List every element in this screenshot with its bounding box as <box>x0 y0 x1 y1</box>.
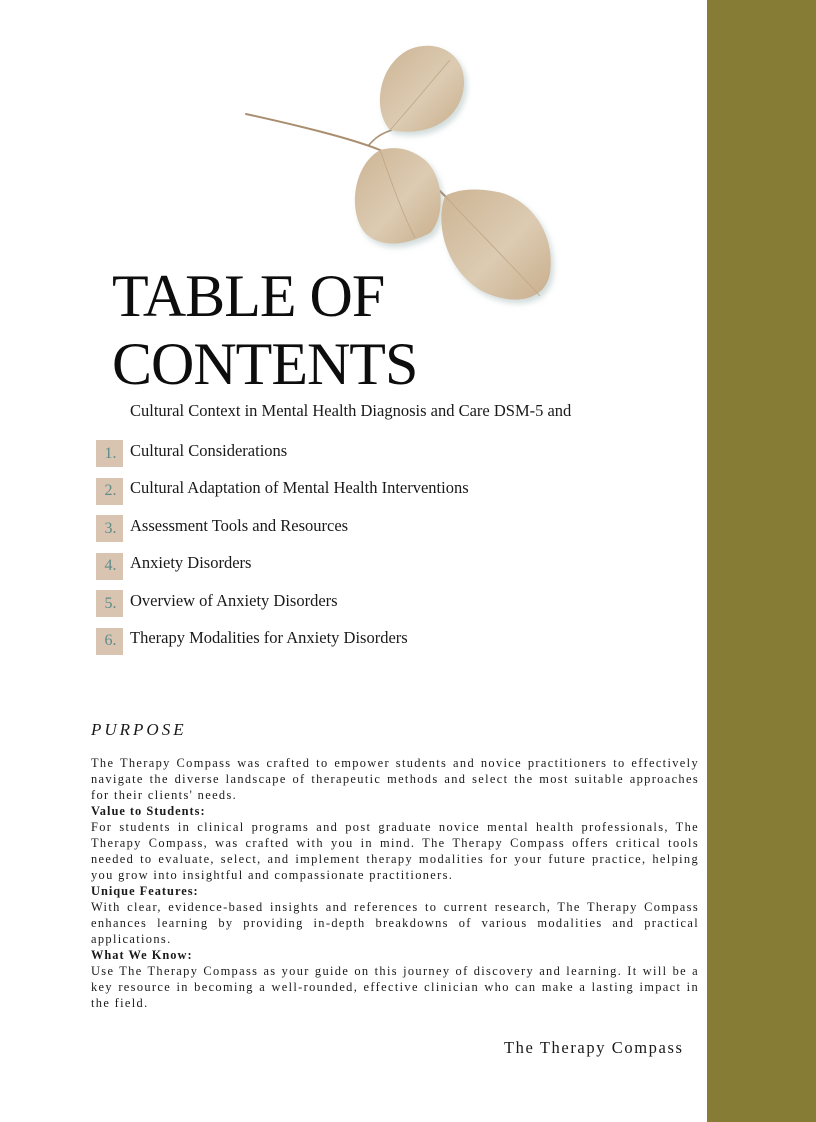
section-title-what-we-know: What We Know: <box>91 948 193 962</box>
page-title-line-1: TABLE OF <box>112 263 385 329</box>
purpose-intro: The Therapy Compass was crafted to empower students and novice practitioners to effectively navigate the diverse landscape of therapeutic methods and select the most suitable approaches for their clients' needs. <box>91 756 699 802</box>
purpose-body <box>91 755 699 1011</box>
toc-item[interactable] <box>96 628 469 655</box>
purpose-heading: PURPOSE <box>91 720 187 739</box>
toc-number-badge: 6. <box>96 628 123 655</box>
toc-item-label[interactable]: Overview of Anxiety Disorders <box>130 590 338 610</box>
leaf-bottom <box>441 190 550 300</box>
toc-item[interactable] <box>96 590 469 617</box>
section-body-value-to-students: For students in clinical programs and post graduate novice mental health professionals, The Therapy Compass, was crafted with you in mind. The Therapy Compass offers critical tools needed to evaluate, select, and implement therapy modalities for your future practice, helping you grow into insightful and compassionate practitioners. <box>91 820 699 882</box>
toc-item-label[interactable]: Therapy Modalities for Anxiety Disorders <box>130 628 408 647</box>
toc-number-badge: 3. <box>96 515 123 542</box>
toc-number-badge: 1. <box>96 440 123 467</box>
section-title-unique-features: Unique Features: <box>91 884 199 898</box>
section-body-unique-features: With clear, evidence-based insights and references to current research, The Therapy Compass enhances learning by providing in-depth breakdowns of various modalities and practical applications. <box>91 900 699 946</box>
stem-branch <box>368 130 392 146</box>
toc-item[interactable] <box>96 440 469 467</box>
toc-number-badge: 5. <box>96 590 123 617</box>
decorative-sidebar <box>707 0 816 1122</box>
toc-item-label[interactable]: Cultural Considerations <box>130 440 288 460</box>
toc-list <box>96 440 469 665</box>
signature: The Therapy Compass <box>504 1038 684 1057</box>
toc-item[interactable] <box>96 478 469 505</box>
toc-item-label[interactable]: Assessment Tools and Resources <box>130 515 349 535</box>
page-title-line-2: CONTENTS <box>112 331 418 397</box>
section-body-what-we-know: Use The Therapy Compass as your guide on this journey of discovery and learning. It will be a key resource in becoming a well-rounded, effective clinician who can make a lasting impact in the field. <box>91 964 699 1010</box>
toc-item-label[interactable]: Cultural Adaptation of Mental Health Interventions <box>130 478 469 497</box>
toc-item[interactable] <box>96 515 469 542</box>
toc-item-label[interactable]: Anxiety Disorders <box>130 553 252 572</box>
section-title-value-to-students: Value to Students: <box>91 804 206 818</box>
leaf-middle <box>355 148 441 243</box>
page-title <box>112 262 417 398</box>
toc-number-badge: 2. <box>96 478 123 505</box>
toc-number-badge: 4. <box>96 553 123 580</box>
toc-item[interactable] <box>96 553 469 580</box>
toc-intro[interactable]: Cultural Context in Mental Health Diagnosis and Care DSM-5 and <box>130 401 572 420</box>
leaf-top <box>380 46 464 132</box>
